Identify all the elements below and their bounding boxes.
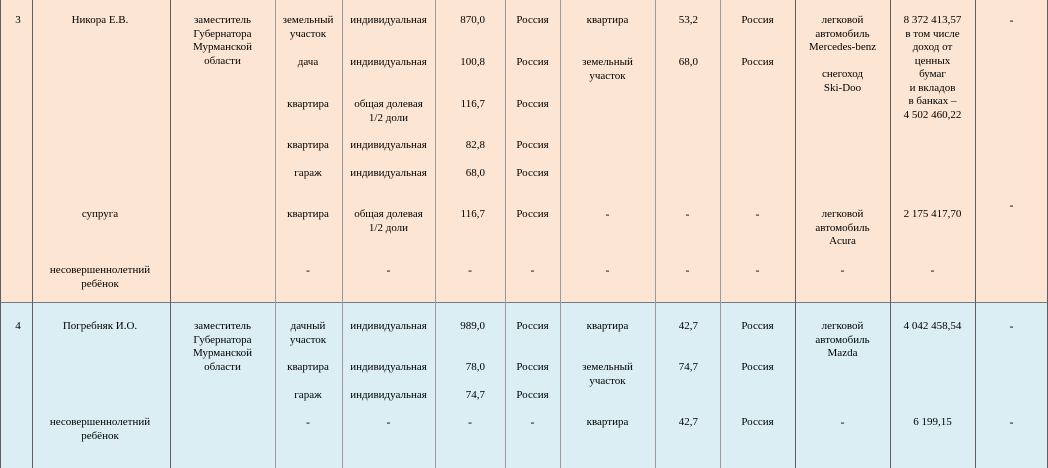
vehicles: легковой автомобиль Mercedes-benz снегоход Ski-Doo [808, 14, 877, 94]
owned-country: - [530, 415, 535, 429]
row-number: 4 [15, 320, 21, 332]
row-number: 3 [15, 14, 21, 26]
owned-ownership: индивидуальная [350, 56, 427, 68]
owned-country: Россия [516, 320, 549, 332]
column-border [170, 0, 171, 468]
column-border [0, 0, 1, 468]
owned-country: Россия [516, 14, 549, 26]
used-area: 68,0 [678, 56, 698, 68]
owned-type: квартира [287, 98, 329, 110]
used-type: земельный участок [582, 56, 633, 82]
owned-ownership: индивидуальная [350, 167, 427, 179]
vehicles: - [840, 263, 845, 277]
used-area: 42,7 [678, 320, 698, 332]
person-name: супруга [81, 208, 119, 220]
owned-area: 74,7 [465, 389, 485, 401]
column-border [275, 0, 276, 468]
owned-type: гараж [294, 167, 322, 179]
owned-area: 116,7 [460, 98, 485, 110]
person-name: Погребняк И.О. [62, 320, 138, 332]
owned-country: Россия [516, 208, 549, 220]
owned-ownership: общая долевая 1/2 доли [354, 208, 423, 234]
owned-type: дача [297, 56, 319, 68]
owned-country: Россия [516, 167, 549, 179]
owned-ownership: - [386, 263, 391, 277]
person-name: несовершеннолетний ребёнок [49, 264, 151, 290]
annual-income: 4 042 458,54 [903, 320, 962, 332]
owned-area: 68,0 [465, 167, 485, 179]
used-country: Россия [741, 416, 774, 428]
column-border [560, 0, 561, 468]
used-type: квартира [586, 416, 629, 428]
deal-info: - [1009, 319, 1014, 333]
used-type: - [605, 207, 610, 221]
owned-country: Россия [516, 361, 549, 373]
owned-type: гараж [294, 389, 322, 401]
owned-area: 989,0 [460, 320, 485, 332]
column-border [655, 0, 656, 468]
used-country: Россия [741, 320, 774, 332]
owned-ownership: - [386, 415, 391, 429]
used-area: 42,7 [678, 416, 698, 428]
owned-area: 116,7 [460, 208, 485, 220]
owned-ownership: общая долевая 1/2 доли [354, 98, 423, 124]
used-country: Россия [741, 14, 774, 26]
owned-ownership: индивидуальная [350, 139, 427, 151]
owned-type: дачный участок [289, 320, 327, 346]
column-border [975, 0, 976, 468]
owned-area: - [468, 263, 472, 277]
used-country: Россия [741, 56, 774, 68]
column-border [795, 0, 796, 468]
used-area: - [685, 263, 690, 277]
used-country: - [755, 263, 760, 277]
annual-income: 2 175 417,70 [903, 208, 962, 220]
column-border [890, 0, 891, 468]
column-border [32, 0, 33, 468]
owned-area: 78,0 [465, 361, 485, 373]
vehicles: легковой автомобиль Mazda [815, 320, 870, 359]
column-border [342, 0, 343, 468]
owned-type: - [306, 415, 310, 429]
owned-ownership: индивидуальная [350, 320, 427, 332]
used-area: - [685, 207, 690, 221]
owned-country: Россия [516, 139, 549, 151]
owned-ownership: индивидуальная [350, 361, 427, 373]
person-name: Никора Е.В. [71, 14, 129, 26]
person-position: заместитель Губернатора Мурманской области [192, 320, 253, 373]
column-border [505, 0, 506, 468]
used-type: квартира [586, 14, 629, 26]
owned-type: - [306, 263, 310, 277]
annual-income: - [930, 263, 935, 277]
vehicles: легковой автомобиль Acura [815, 208, 870, 247]
deal-info: - [1009, 415, 1014, 429]
owned-type: квартира [287, 139, 329, 151]
used-area: 53,2 [678, 14, 698, 26]
owned-area: 100,8 [460, 56, 485, 68]
column-border [720, 0, 721, 468]
deal-info: - [1009, 198, 1014, 212]
owned-ownership: индивидуальная [350, 389, 427, 401]
owned-ownership: индивидуальная [350, 14, 427, 26]
vehicles: - [840, 415, 845, 429]
annual-income: 8 372 413,57 в том числе доход от ценных бумаг и вкладов в банках – 4 502 460,22 [903, 14, 962, 121]
owned-area: 870,0 [460, 14, 485, 26]
owned-country: - [530, 263, 535, 277]
used-area: 74,7 [678, 361, 698, 373]
owned-country: Россия [516, 389, 549, 401]
owned-type: квартира [287, 361, 329, 373]
used-type: земельный участок [582, 361, 633, 387]
owned-area: 82,8 [465, 139, 485, 151]
deal-info: - [1009, 13, 1014, 27]
owned-country: Россия [516, 56, 549, 68]
used-country: Россия [741, 361, 774, 373]
person-position: заместитель Губернатора Мурманской области [192, 14, 253, 67]
owned-country: Россия [516, 98, 549, 110]
person-name: несовершеннолетний ребёнок [49, 416, 151, 442]
column-border [435, 0, 436, 468]
used-type: квартира [586, 320, 629, 332]
annual-income: 6 199,15 [913, 416, 952, 428]
used-type: - [605, 263, 610, 277]
owned-type: квартира [287, 208, 329, 220]
used-country: - [755, 207, 760, 221]
owned-area: - [468, 415, 472, 429]
owned-type: земельный участок [282, 14, 334, 40]
